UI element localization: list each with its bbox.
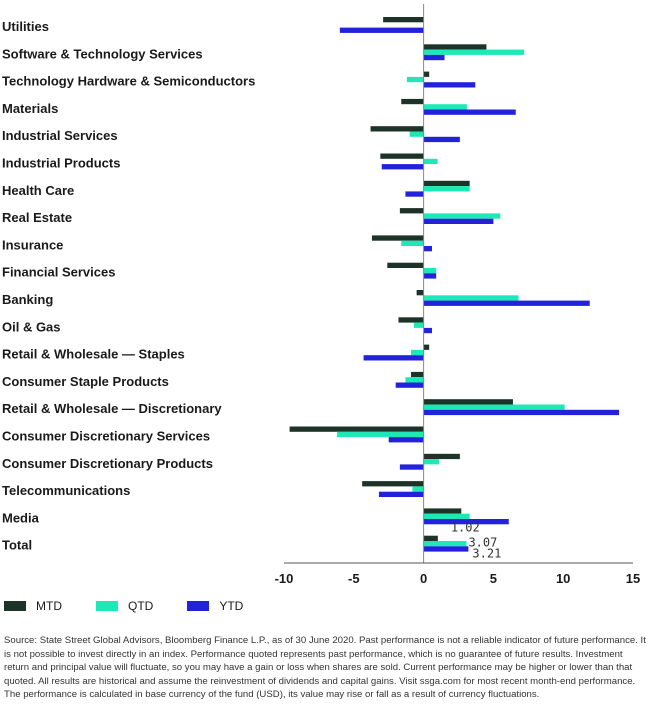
bar-ytd xyxy=(364,355,424,360)
bar-qtd xyxy=(412,486,423,491)
bar-ytd xyxy=(424,82,476,87)
bar-qtd xyxy=(410,132,424,137)
category-label: Real Estate xyxy=(2,210,73,226)
bar-mtd xyxy=(424,454,460,459)
bars xyxy=(290,17,619,552)
bar-ytd xyxy=(424,410,619,415)
bar-qtd xyxy=(411,350,424,355)
bar-ytd xyxy=(424,246,432,251)
bar-qtd xyxy=(337,432,424,437)
bar-qtd xyxy=(424,159,438,164)
x-tick-label: 15 xyxy=(625,571,641,586)
legend-label-ytd: YTD xyxy=(219,599,244,613)
legend-swatch-ytd xyxy=(187,601,209,611)
bar-qtd xyxy=(424,459,439,464)
data-labels xyxy=(451,521,501,561)
bar-qtd xyxy=(424,213,501,218)
axes xyxy=(275,4,641,586)
bar-mtd xyxy=(411,372,424,377)
bar-mtd xyxy=(424,399,513,404)
category-label: Industrial Products xyxy=(2,155,121,171)
bar-mtd xyxy=(387,263,423,268)
bar-mtd xyxy=(424,44,487,49)
bar-ytd xyxy=(424,546,469,551)
bar-qtd xyxy=(424,295,519,300)
bar-qtd xyxy=(424,268,437,273)
category-label: Consumer Staple Products xyxy=(2,373,169,389)
bar-qtd xyxy=(424,50,525,55)
bar-mtd xyxy=(371,126,424,131)
category-label: Consumer Discretionary Services xyxy=(2,428,211,444)
data-label: 3.07 xyxy=(468,535,498,550)
bar-ytd xyxy=(424,273,437,278)
bar-qtd xyxy=(401,241,423,246)
legend-swatch-mtd xyxy=(4,601,26,611)
bar-mtd xyxy=(362,481,423,486)
x-tick-label: -10 xyxy=(274,571,294,586)
x-tick-label: -5 xyxy=(348,571,360,586)
bar-mtd xyxy=(417,290,424,295)
category-label: Total xyxy=(2,537,33,553)
bar-ytd xyxy=(405,191,423,196)
category-label: Telecommunications xyxy=(2,483,131,499)
bar-qtd xyxy=(424,186,470,191)
category-label: Retail & Wholesale — Staples xyxy=(2,346,185,362)
bar-qtd xyxy=(424,104,467,109)
legend xyxy=(4,599,277,613)
category-label: Financial Services xyxy=(2,264,116,280)
bar-ytd xyxy=(424,137,460,142)
bar-ytd xyxy=(382,164,424,169)
bar-ytd xyxy=(424,110,516,115)
category-label: Materials xyxy=(2,100,59,116)
bar-qtd xyxy=(424,541,467,546)
category-label: Utilities xyxy=(2,19,49,34)
category-label: Industrial Services xyxy=(2,128,118,144)
bar-mtd xyxy=(383,17,423,22)
category-label: Consumer Discretionary Products xyxy=(2,455,213,471)
bar-mtd xyxy=(424,72,430,77)
legend-swatch-qtd xyxy=(96,601,118,611)
bar-qtd xyxy=(405,377,423,382)
bar-ytd xyxy=(424,301,590,306)
bar-qtd xyxy=(414,323,424,328)
bar-mtd xyxy=(424,345,430,350)
legend-item-ytd xyxy=(187,599,243,613)
legend-item-qtd xyxy=(96,599,153,613)
bar-ytd xyxy=(396,383,424,388)
x-tick-label: 10 xyxy=(555,571,571,586)
category-label: Software & Technology Services xyxy=(2,46,203,62)
category-labels xyxy=(2,19,255,553)
x-tick-label: 0 xyxy=(419,571,428,586)
bar-mtd xyxy=(424,536,438,541)
bar-mtd xyxy=(290,427,424,432)
bar-ytd xyxy=(379,492,424,497)
bar-qtd xyxy=(424,405,565,410)
data-label: 1.02 xyxy=(450,520,480,535)
category-label: Banking xyxy=(2,292,54,307)
bar-ytd xyxy=(424,328,432,333)
category-label: Media xyxy=(2,510,39,526)
legend-item-mtd xyxy=(4,599,62,613)
bar-ytd xyxy=(400,464,424,469)
category-label: Retail & Wholesale — Discretionary xyxy=(2,401,222,417)
bar-qtd xyxy=(424,514,470,519)
category-label: Oil & Gas xyxy=(2,319,61,335)
bar-mtd xyxy=(398,317,423,322)
source-note: Source: State Street Global Advisors, Bloomberg Finance L.P., as of 30 June 2020. Past performance is not a reliable indicator of future performance. It is not possible to invest directly in an index. Performance quoted represents past performance, which is no guarantee of future results. Investment return and principal value will fluctuate, so you may have a gain or loss when shares are sold. Current performance may be higher or lower than that quoted. All results are historical and assume the reinvestment of dividends and capital gains. Visit ssga.com for most recent month-end performance. The performance is calculated in base currency of the fund (USD), its value may rise or fall as a result of currency fluctuations. xyxy=(4,635,646,701)
bar-mtd xyxy=(400,208,424,213)
bar-mtd xyxy=(380,154,423,159)
category-label: Health Care xyxy=(2,182,75,198)
bar-mtd xyxy=(424,181,470,186)
legend-label-mtd: MTD xyxy=(36,599,62,613)
bar-ytd xyxy=(389,437,424,442)
bar-mtd xyxy=(424,508,462,513)
data-label: 3.21 xyxy=(472,546,502,561)
category-label: Insurance xyxy=(2,237,64,253)
legend-label-qtd: QTD xyxy=(128,599,154,613)
x-tick-label: 5 xyxy=(489,571,498,586)
bar-qtd xyxy=(407,77,424,82)
bar-mtd xyxy=(401,99,423,104)
bar-mtd xyxy=(372,235,424,240)
bar-ytd xyxy=(424,55,445,60)
category-label: Technology Hardware & Semiconductors xyxy=(2,73,256,89)
bar-ytd xyxy=(340,28,424,33)
bar-ytd xyxy=(424,219,494,224)
